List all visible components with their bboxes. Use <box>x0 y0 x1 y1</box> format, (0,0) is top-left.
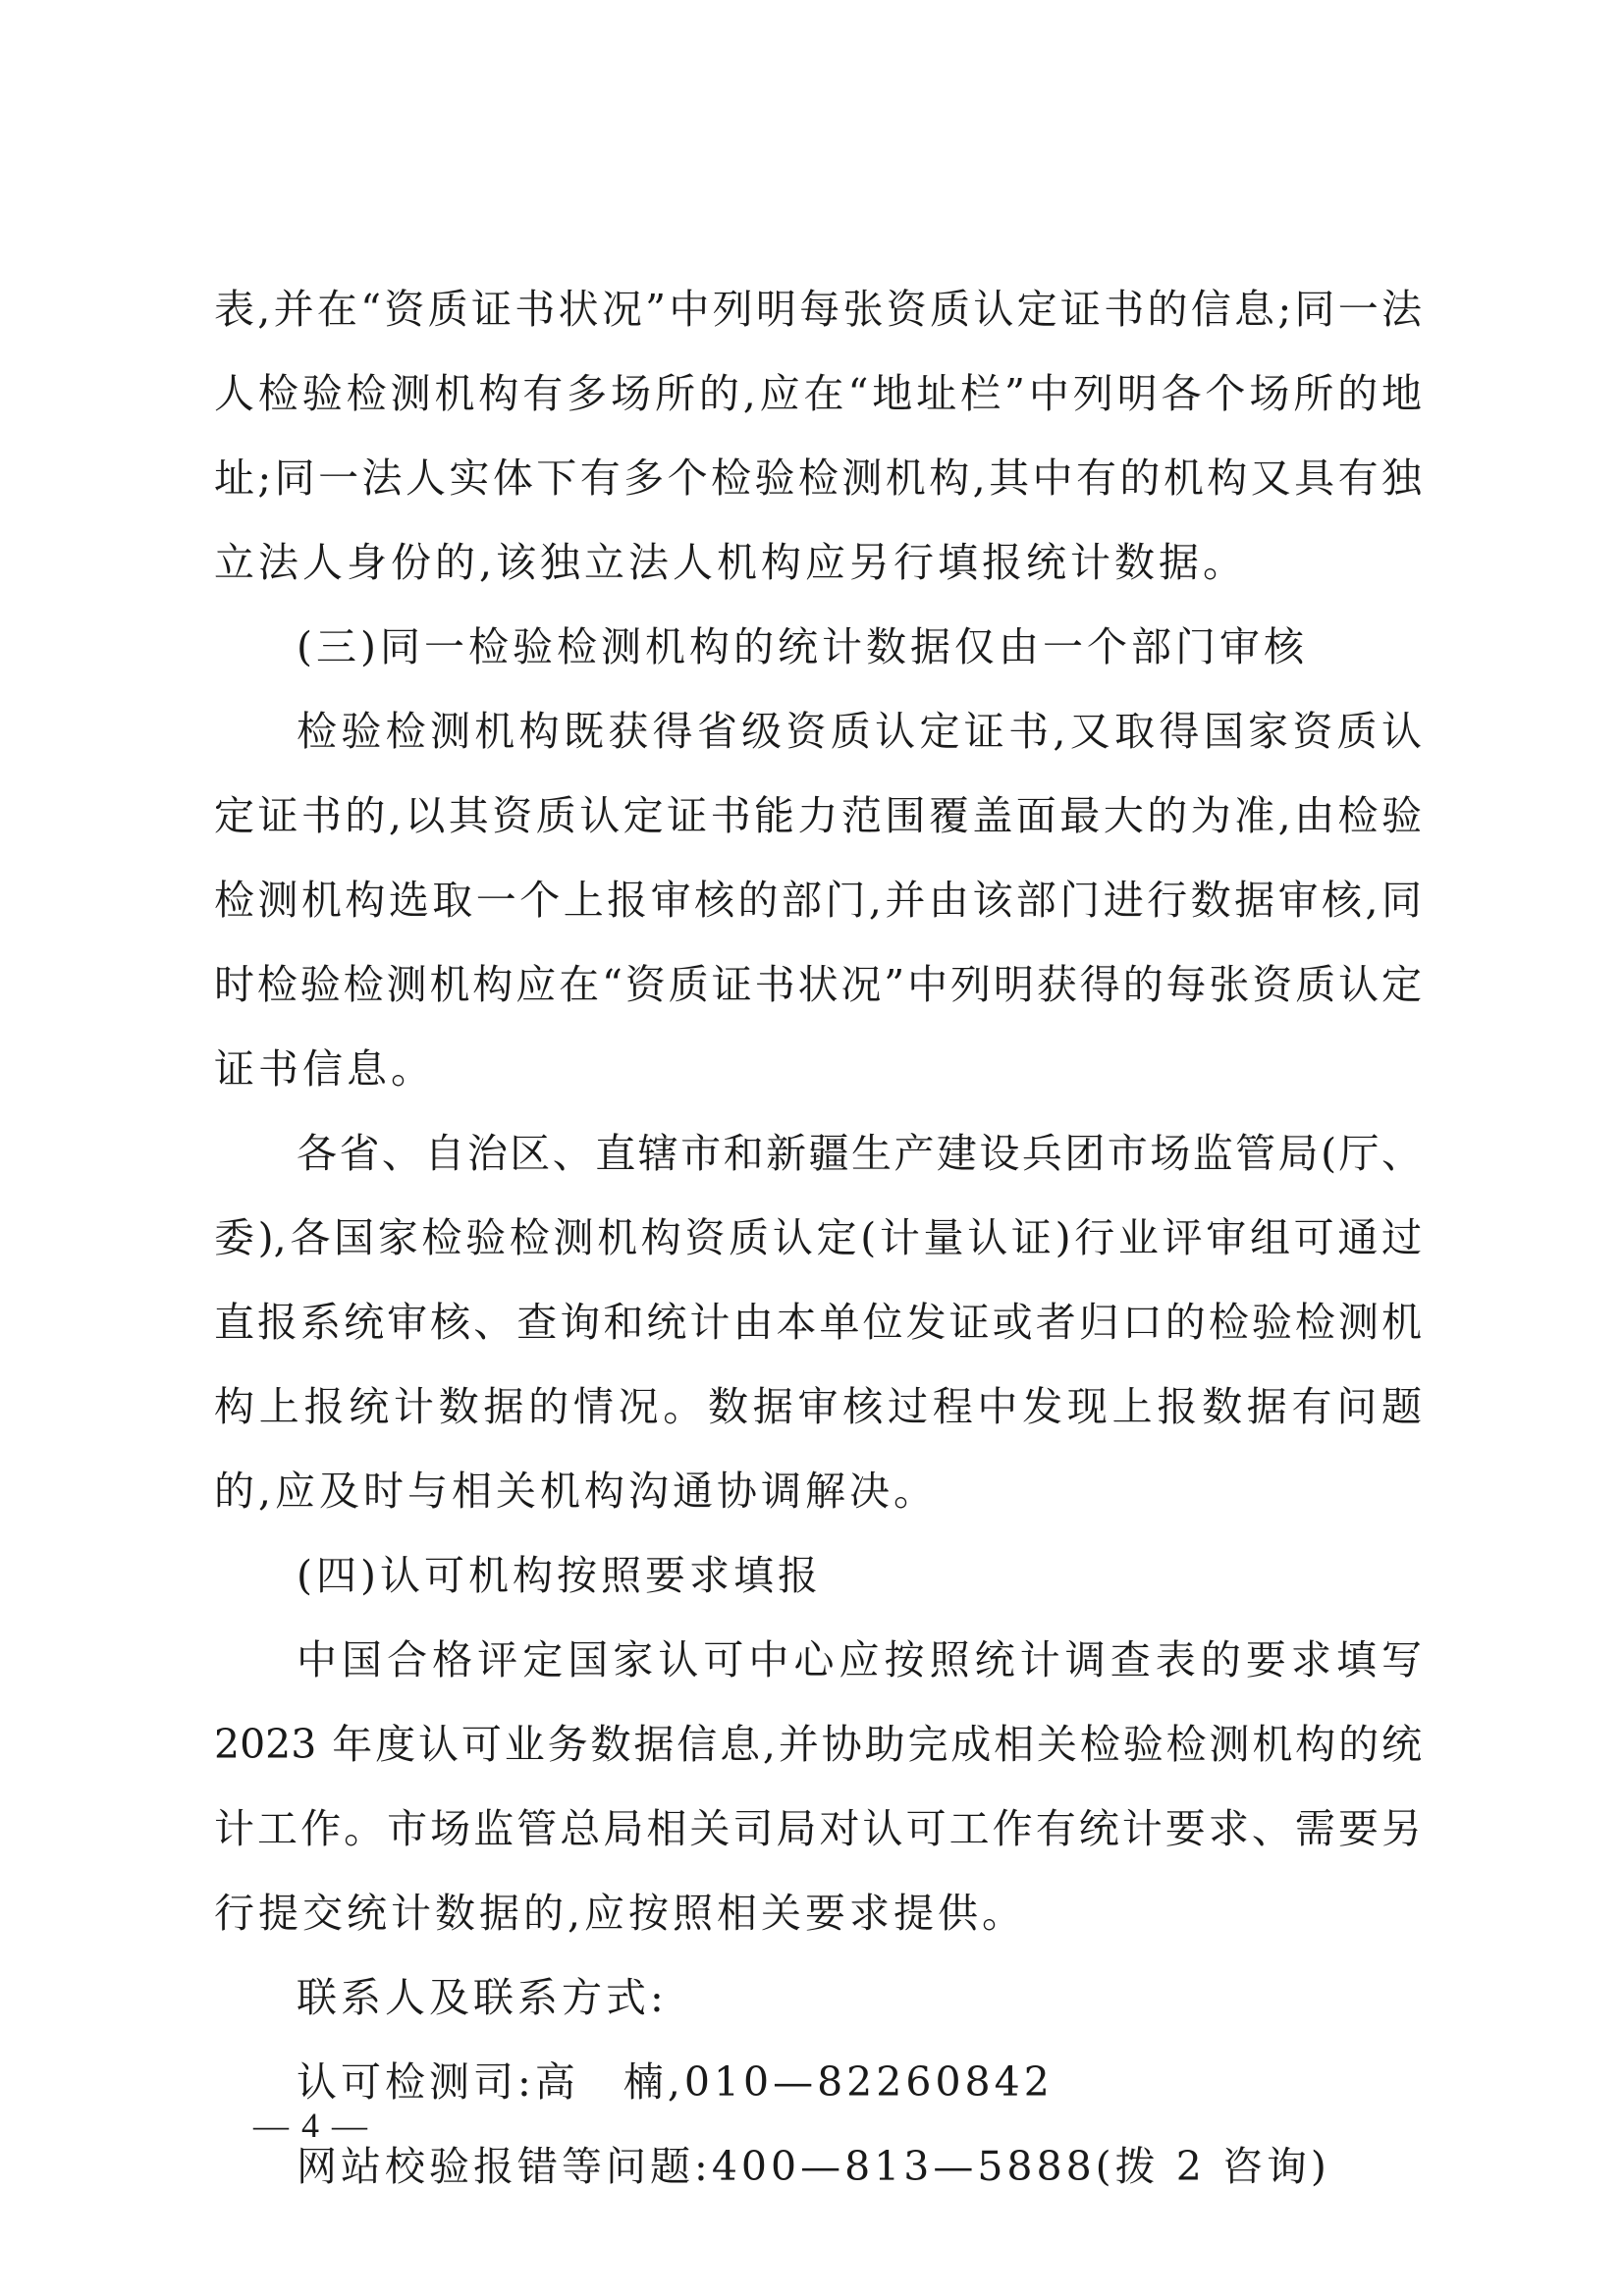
text-line: 委),各国家检验检测机构资质认定(计量认证)行业评审组可通过 <box>214 1214 1422 1261</box>
paragraph-review-department <box>214 689 1422 1111</box>
paragraph-continued <box>214 267 1422 605</box>
text-line: 人检验检测机构有多场所的,应在“地址栏”中列明各个场所的地 <box>214 370 1422 417</box>
section-heading-4: (四)认可机构按照要求填报 <box>297 1552 822 1599</box>
text-line: 构上报统计数据的情况。数据审核过程中发现上报数据有问题 <box>214 1383 1422 1430</box>
text-line: 各省、自治区、直辖市和新疆生产建设兵团市场监管局(厅、 <box>297 1130 1422 1177</box>
text-line: 检验检测机构既获得省级资质认定证书,又取得国家资质认 <box>297 708 1422 755</box>
text-line: 2023 年度认可业务数据信息,并协助完成相关检验检测机构的统 <box>214 1721 1422 1768</box>
text-line: 址;同一法人实体下有多个检验检测机构,其中有的机构又具有独 <box>214 454 1422 502</box>
text-line: 检测机构选取一个上报审核的部门,并由该部门进行数据审核,同 <box>214 877 1422 924</box>
document-body <box>214 267 1422 2209</box>
contact-heading: 联系人及联系方式: <box>297 1974 668 2021</box>
paragraph-accreditation-center <box>214 1618 1422 1955</box>
text-line: 行提交统计数据的,应按照相关要求提供。 <box>214 1890 1027 1937</box>
page-number: — 4 — <box>253 2106 369 2145</box>
text-line: 定证书的,以其资质认定证书能力范围覆盖面最大的为准,由检验 <box>214 792 1422 839</box>
text-line: 表,并在“资质证书状况”中列明每张资质认定证书的信息;同一法 <box>214 286 1422 333</box>
text-line: 中国合格评定国家认可中心应按照统计调查表的要求填写 <box>297 1636 1422 1683</box>
contact-line-website-support: 网站校验报错等问题:400—813—5888(拨 2 咨询) <box>297 2143 1330 2190</box>
text-line: 立法人身份的,该独立法人机构应另行填报统计数据。 <box>214 539 1248 586</box>
paragraph-provincial-bureaus <box>214 1111 1422 1533</box>
section-heading-3: (三)同一检验检测机构的统计数据仅由一个部门审核 <box>297 623 1308 670</box>
text-line: 证书信息。 <box>214 1045 435 1093</box>
contact-line-accreditation-dept: 认可检测司:高 楠,010—82260842 <box>297 2058 1054 2106</box>
text-line: 计工作。市场监管总局相关司局对认可工作有统计要求、需要另 <box>214 1805 1422 1852</box>
text-line: 时检验检测机构应在“资质证书状况”中列明获得的每张资质认定 <box>214 961 1422 1008</box>
text-line: 直报系统审核、查询和统计由本单位发证或者归口的检验检测机 <box>214 1299 1422 1346</box>
text-line: 的,应及时与相关机构沟通协调解决。 <box>214 1468 939 1515</box>
